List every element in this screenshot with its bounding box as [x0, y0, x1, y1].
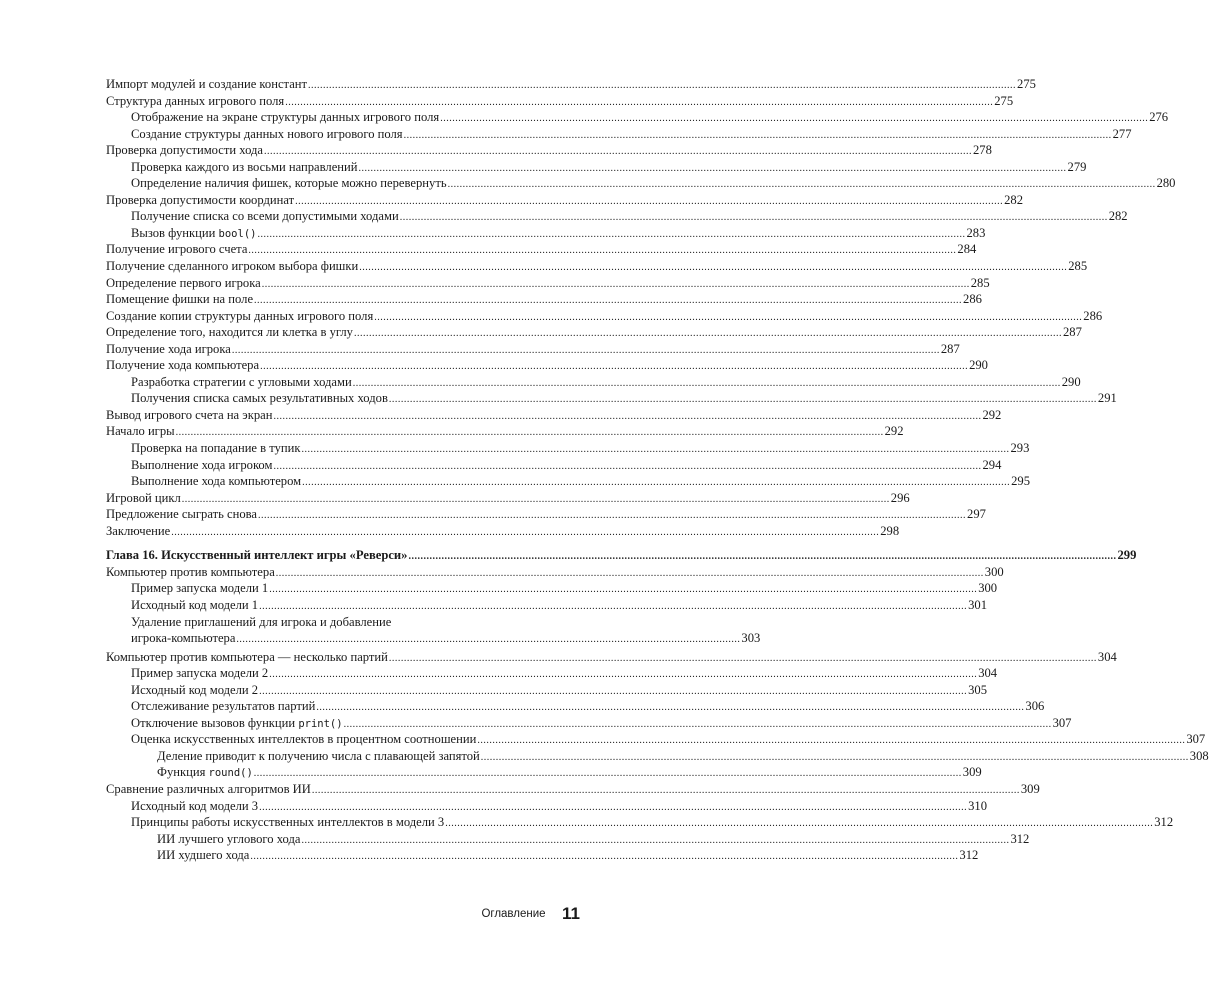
toc-entry[interactable] — [106, 208, 1128, 225]
dot-leader — [374, 310, 1082, 327]
dot-leader — [171, 525, 879, 542]
toc-entry-page: 285 — [1068, 259, 1088, 274]
toc-entry-title-wrap — [131, 814, 444, 831]
dot-leader — [477, 733, 1185, 750]
toc-entry-title-wrap — [106, 506, 257, 523]
toc-entry-page: 309 — [962, 765, 982, 780]
toc-entry-title: ИИ худшего хода — [157, 848, 250, 863]
toc-entry-page: 307 — [1052, 715, 1072, 730]
toc-entry[interactable] — [106, 76, 1036, 93]
toc-entry-title: Получение сделанного игроком выбора фишки — [106, 259, 359, 274]
toc-entry-page: 277 — [1112, 126, 1132, 141]
toc-entry-title-wrap — [106, 490, 181, 507]
toc-entry-title-wrap — [131, 208, 399, 225]
dot-leader — [254, 766, 962, 783]
toc-entry-title: Предложение сыграть снова — [106, 507, 258, 522]
toc-entry-title: Компьютер против компьютера — [106, 564, 275, 579]
toc-entry-code: bool() — [218, 227, 257, 240]
dot-leader — [260, 359, 968, 376]
toc-entry-page: 293 — [1010, 441, 1030, 456]
toc-entry-title: Функция — [157, 765, 209, 780]
toc-entry-title: Проверка допустимости хода — [106, 143, 263, 158]
toc-entry[interactable] — [106, 308, 1103, 325]
dot-leader: ........................................................................................................................................................................ — [236, 634, 741, 646]
toc-entry[interactable] — [106, 490, 910, 507]
dot-leader — [312, 783, 1020, 800]
dot-leader — [276, 566, 984, 583]
toc-entry-title-wrap — [131, 798, 258, 815]
dot-leader — [182, 492, 890, 509]
toc-entry-code: print() — [298, 717, 343, 730]
toc-entry-title-wrap — [131, 597, 258, 614]
toc-entry-title: Проверка на попадание в тупик — [131, 441, 301, 456]
dot-leader — [273, 459, 981, 476]
toc-entry-title-wrap — [106, 324, 353, 341]
toc-entry-title: Проверка допустимости координат — [106, 192, 295, 207]
toc-entry-title-wrap — [106, 258, 358, 275]
toc-entry[interactable] — [106, 423, 904, 440]
toc-entry-title-wrap — [131, 473, 301, 490]
toc-entry-page: 305 — [968, 682, 987, 697]
toc-entry-title-wrap — [157, 764, 253, 782]
toc-entry-title-wrap — [106, 547, 407, 564]
toc-entry-title-wrap — [106, 523, 170, 540]
toc-entry[interactable] — [106, 241, 977, 258]
toc-entry-title: Деление приводит к получению числа с плавающей запятой — [157, 748, 480, 763]
toc-entry-title: Оценка искусственных интеллектов в процентном соотношении — [131, 732, 477, 747]
dot-leader — [400, 210, 1108, 227]
toc-entry[interactable] — [106, 473, 1030, 490]
toc-entry[interactable] — [106, 159, 1087, 176]
toc-entry-title: Отключение вызовов функции — [131, 715, 299, 730]
toc-entry-title: Определение первого игрока — [106, 275, 261, 290]
toc-entry-page: 275 — [994, 93, 1014, 108]
toc-entry-title: Компьютер против компьютера — несколько партий — [106, 649, 388, 664]
toc-entry-title-wrap — [131, 225, 256, 243]
toc-entry-title-wrap — [106, 93, 284, 110]
toc-entry-page: 312 — [1010, 831, 1030, 846]
toc-entry[interactable] — [106, 357, 988, 374]
toc-entry-title-wrap — [106, 76, 307, 93]
toc-entry-title-wrap — [131, 682, 258, 699]
toc-entry[interactable] — [106, 175, 1176, 192]
toc-entry-title-wrap — [131, 159, 358, 176]
toc-entry-title-wrap — [106, 192, 294, 209]
toc-entry-page: 307 — [1186, 732, 1206, 747]
toc-entry-page: 304 — [978, 666, 998, 681]
toc-entry-page: 308 — [1189, 748, 1209, 763]
dot-leader — [448, 177, 1156, 194]
toc-entry-title: Определение наличия фишек, которые можно перевернуть — [131, 176, 447, 191]
toc-entry-page: 278 — [973, 143, 992, 158]
dot-leader — [262, 277, 970, 294]
dot-leader — [302, 442, 1010, 459]
toc-entry-title: Исходный код модели 3 — [131, 798, 259, 813]
dot-leader — [316, 700, 1024, 717]
toc-entry-title: Создание структуры данных нового игрового поля — [131, 126, 403, 141]
toc-entry-title-wrap — [106, 291, 253, 308]
toc-entry-title: Исходный код модели 1 — [131, 597, 259, 612]
toc-entry[interactable] — [106, 649, 1117, 666]
dot-leader — [259, 684, 967, 701]
toc-entry[interactable] — [106, 614, 761, 649]
toc-entry[interactable] — [106, 597, 987, 614]
dot-leader — [250, 849, 958, 866]
toc-entry-title: Структура данных игрового поля — [106, 93, 285, 108]
toc-entry-title: Принципы работы искусственных интеллектов в модели 3 — [131, 815, 445, 830]
toc-entry[interactable] — [106, 192, 1023, 209]
toc-entry-title: Заключение — [106, 523, 171, 538]
toc-entry-title: Игровой цикл — [106, 490, 181, 505]
toc-entry-title-wrap — [106, 142, 263, 159]
dot-leader — [264, 144, 972, 161]
toc-entry-title-wrap — [106, 781, 311, 798]
dot-leader — [408, 549, 1116, 566]
toc-entry-title: Выполнение хода компьютером — [131, 474, 302, 489]
toc-entry-title: Получение хода компьютера — [106, 358, 260, 373]
toc-entry[interactable] — [106, 731, 1206, 748]
toc-entry-page: 292 — [884, 424, 904, 439]
toc-entry-page: 300 — [978, 581, 998, 596]
dot-leader — [273, 409, 981, 426]
toc-entry-title: Разработка стратегии с угловыми ходами — [131, 374, 352, 389]
toc-entry-page: 285 — [970, 275, 990, 290]
toc-entry-page: 304 — [1097, 649, 1117, 664]
toc-entry-title: Создание копии структуры данных игрового поля — [106, 308, 374, 323]
toc-entry[interactable] — [106, 831, 1030, 848]
toc-entry-page: 286 — [1083, 308, 1103, 323]
toc-entry-title-wrap — [106, 275, 261, 292]
toc-entry[interactable] — [106, 341, 960, 358]
toc-entry-title: Исходный код модели 2 — [131, 682, 259, 697]
toc-entry-title-wrap — [131, 731, 476, 748]
toc-entry-page: 282 — [1004, 192, 1023, 207]
dot-leader — [257, 227, 965, 244]
toc-entry-title: Импорт модулей и создание констант — [106, 77, 308, 91]
toc-entry-page: 300 — [984, 564, 1004, 579]
dot-leader — [269, 582, 977, 599]
toc-entry-page: 298 — [880, 523, 900, 538]
toc-entry[interactable] — [106, 523, 900, 540]
toc-entry-title: Получение списка со всеми допустимыми ходами — [131, 209, 399, 224]
toc-entry[interactable] — [106, 390, 1117, 407]
toc-entry[interactable] — [106, 715, 1072, 732]
toc-entry-title-wrap — [106, 407, 272, 424]
toc-entry-title-continued: игрока-компьютера — [131, 631, 236, 646]
dot-leader — [232, 343, 940, 360]
toc-entry-title: Сравнение различных алгоритмов ИИ — [106, 781, 311, 796]
toc-entry[interactable] — [106, 682, 987, 699]
toc-entry[interactable] — [106, 126, 1132, 143]
toc-entry[interactable] — [106, 93, 1014, 110]
toc-entry[interactable] — [106, 748, 1209, 765]
toc-entry[interactable] — [106, 665, 998, 682]
toc-entry-title: Отслеживание результатов партий — [131, 699, 316, 714]
dot-leader — [359, 161, 1067, 178]
toc-entry-title-wrap — [131, 126, 403, 143]
toc-entry-title-wrap — [106, 308, 373, 325]
toc-entry-title: Выполнение хода игроком — [131, 457, 273, 472]
toc-entry-title: Вызов функции — [131, 225, 219, 240]
dot-leader — [295, 194, 1003, 211]
toc-entry-page: 290 — [969, 358, 988, 373]
toc-entry-title: Получение хода игрока — [106, 341, 231, 356]
toc-entry[interactable] — [106, 564, 1004, 581]
toc-entry-title-wrap — [157, 831, 300, 848]
toc-entry-page: 287 — [1062, 325, 1082, 340]
toc-entry-title-wrap — [131, 665, 268, 682]
toc-entry-title-wrap — [157, 847, 249, 864]
toc-entry[interactable] — [106, 291, 982, 308]
toc-entry-title-wrap — [106, 423, 175, 440]
toc-entry[interactable] — [106, 798, 987, 815]
toc-entry[interactable] — [106, 275, 990, 292]
toc-entry-title-wrap — [106, 357, 259, 374]
dot-leader — [359, 260, 1067, 277]
toc-entry-title-wrap — [131, 440, 301, 457]
dot-leader — [301, 833, 1009, 850]
toc-entry-page: 299 — [1117, 548, 1137, 563]
toc-entry[interactable] — [106, 440, 1030, 457]
toc-entry-page: 297 — [967, 507, 986, 522]
toc-entry-title-wrap — [106, 241, 247, 258]
toc-entry-page: 279 — [1067, 159, 1087, 174]
toc-entry-title-wrap — [106, 564, 275, 581]
toc-entry-title: Получение игрового счета — [106, 242, 248, 257]
toc-entry-page: 301 — [968, 597, 987, 612]
toc-entry-page: 283 — [966, 225, 986, 240]
toc-entry-page: 296 — [890, 490, 910, 505]
dot-leader — [308, 78, 1016, 95]
toc-entry-title-wrap — [131, 374, 352, 391]
toc-entry-title-wrap — [106, 649, 388, 666]
toc-entry[interactable] — [106, 457, 1002, 474]
toc-entry-page: 291 — [1097, 391, 1117, 406]
dot-leader — [269, 667, 977, 684]
toc-entry[interactable] — [106, 225, 986, 242]
footer-section-label: Оглавление — [481, 908, 546, 920]
toc-entry-title-wrap — [157, 748, 480, 765]
page-number: 11 — [562, 904, 580, 923]
toc-entry-title-wrap — [131, 715, 343, 733]
toc-entry-title: Удаление приглашений для игрока и добавление — [131, 614, 392, 629]
toc-entry[interactable] — [106, 374, 1081, 391]
dot-leader — [258, 508, 966, 525]
toc-entry-title-wrap — [131, 580, 268, 597]
toc-entry[interactable] — [106, 847, 979, 864]
toc-entry[interactable] — [106, 698, 1045, 715]
toc-entry-page: 292 — [982, 407, 1002, 422]
toc-entry-title: Глава 16. Искусственный интеллект игры «Реверси» — [106, 548, 408, 563]
table-of-contents — [106, 76, 1209, 864]
toc-entry[interactable] — [106, 506, 986, 523]
toc-entry-title: Пример запуска модели 2 — [131, 666, 269, 681]
toc-entry-title: Вывод игрового счета на экран — [106, 407, 273, 422]
dot-leader — [445, 816, 1153, 833]
toc-entry-page: 286 — [963, 292, 982, 307]
toc-entry-page: 287 — [940, 341, 960, 356]
toc-entry[interactable] — [106, 407, 1002, 424]
dot-leader — [353, 376, 1061, 393]
toc-entry-page: 310 — [968, 798, 987, 813]
dot-leader — [404, 128, 1112, 145]
toc-entry[interactable] — [106, 258, 1088, 275]
toc-entry-title-wrap — [131, 457, 272, 474]
toc-entry-page: 306 — [1025, 699, 1045, 714]
toc-entry-title: Проверка каждого из восьми направлений — [131, 159, 358, 174]
toc-entry-page: 312 — [1154, 815, 1174, 830]
toc-entry-page: 295 — [1011, 474, 1030, 489]
toc-entry-title: Помещение фишки на поле — [106, 292, 254, 307]
toc-entry-title: Начало игры — [106, 424, 175, 439]
toc-entry-title: ИИ лучшего углового хода — [157, 831, 301, 846]
dot-leader — [481, 750, 1189, 767]
toc-entry[interactable] — [106, 814, 1174, 831]
toc-entry[interactable] — [106, 781, 1040, 798]
toc-entry-title-wrap — [131, 175, 447, 192]
dot-leader — [440, 111, 1148, 128]
toc-entry-page: 312 — [959, 848, 979, 863]
toc-entry-title-wrap — [131, 390, 388, 407]
toc-entry-page: 290 — [1061, 374, 1081, 389]
toc-entry[interactable] — [106, 580, 998, 597]
toc-entry[interactable] — [106, 109, 1169, 126]
toc-entry[interactable] — [106, 142, 992, 159]
toc-entry-page: 280 — [1156, 176, 1176, 191]
toc-entry[interactable] — [106, 324, 1082, 341]
toc-entry-page: 282 — [1108, 209, 1128, 224]
page-footer — [0, 904, 580, 924]
toc-entry-title: Получения списка самых результативных ходов — [131, 391, 388, 406]
toc-entry-page: 284 — [957, 242, 977, 257]
toc-entry-title-wrap — [106, 341, 231, 358]
toc-entry-page: 309 — [1020, 781, 1040, 796]
toc-entry-page: 275 — [1017, 77, 1036, 91]
toc-entry-title: Отображение на экране структуры данных игрового поля — [131, 110, 440, 125]
toc-entry-title-wrap — [131, 698, 315, 715]
toc-entry-title: Определение того, находится ли клетка в углу — [106, 325, 353, 340]
toc-entry[interactable] — [106, 764, 982, 781]
toc-entry-page: 294 — [982, 457, 1002, 472]
toc-entry-title-wrap — [131, 109, 439, 126]
toc-entry-page: 276 — [1149, 110, 1169, 125]
toc-entry-page: 303 — [741, 631, 761, 646]
toc-entry-code: round() — [208, 767, 253, 780]
toc-chapter-heading[interactable] — [106, 547, 1137, 564]
toc-entry-title: Пример запуска модели 1 — [131, 581, 269, 596]
